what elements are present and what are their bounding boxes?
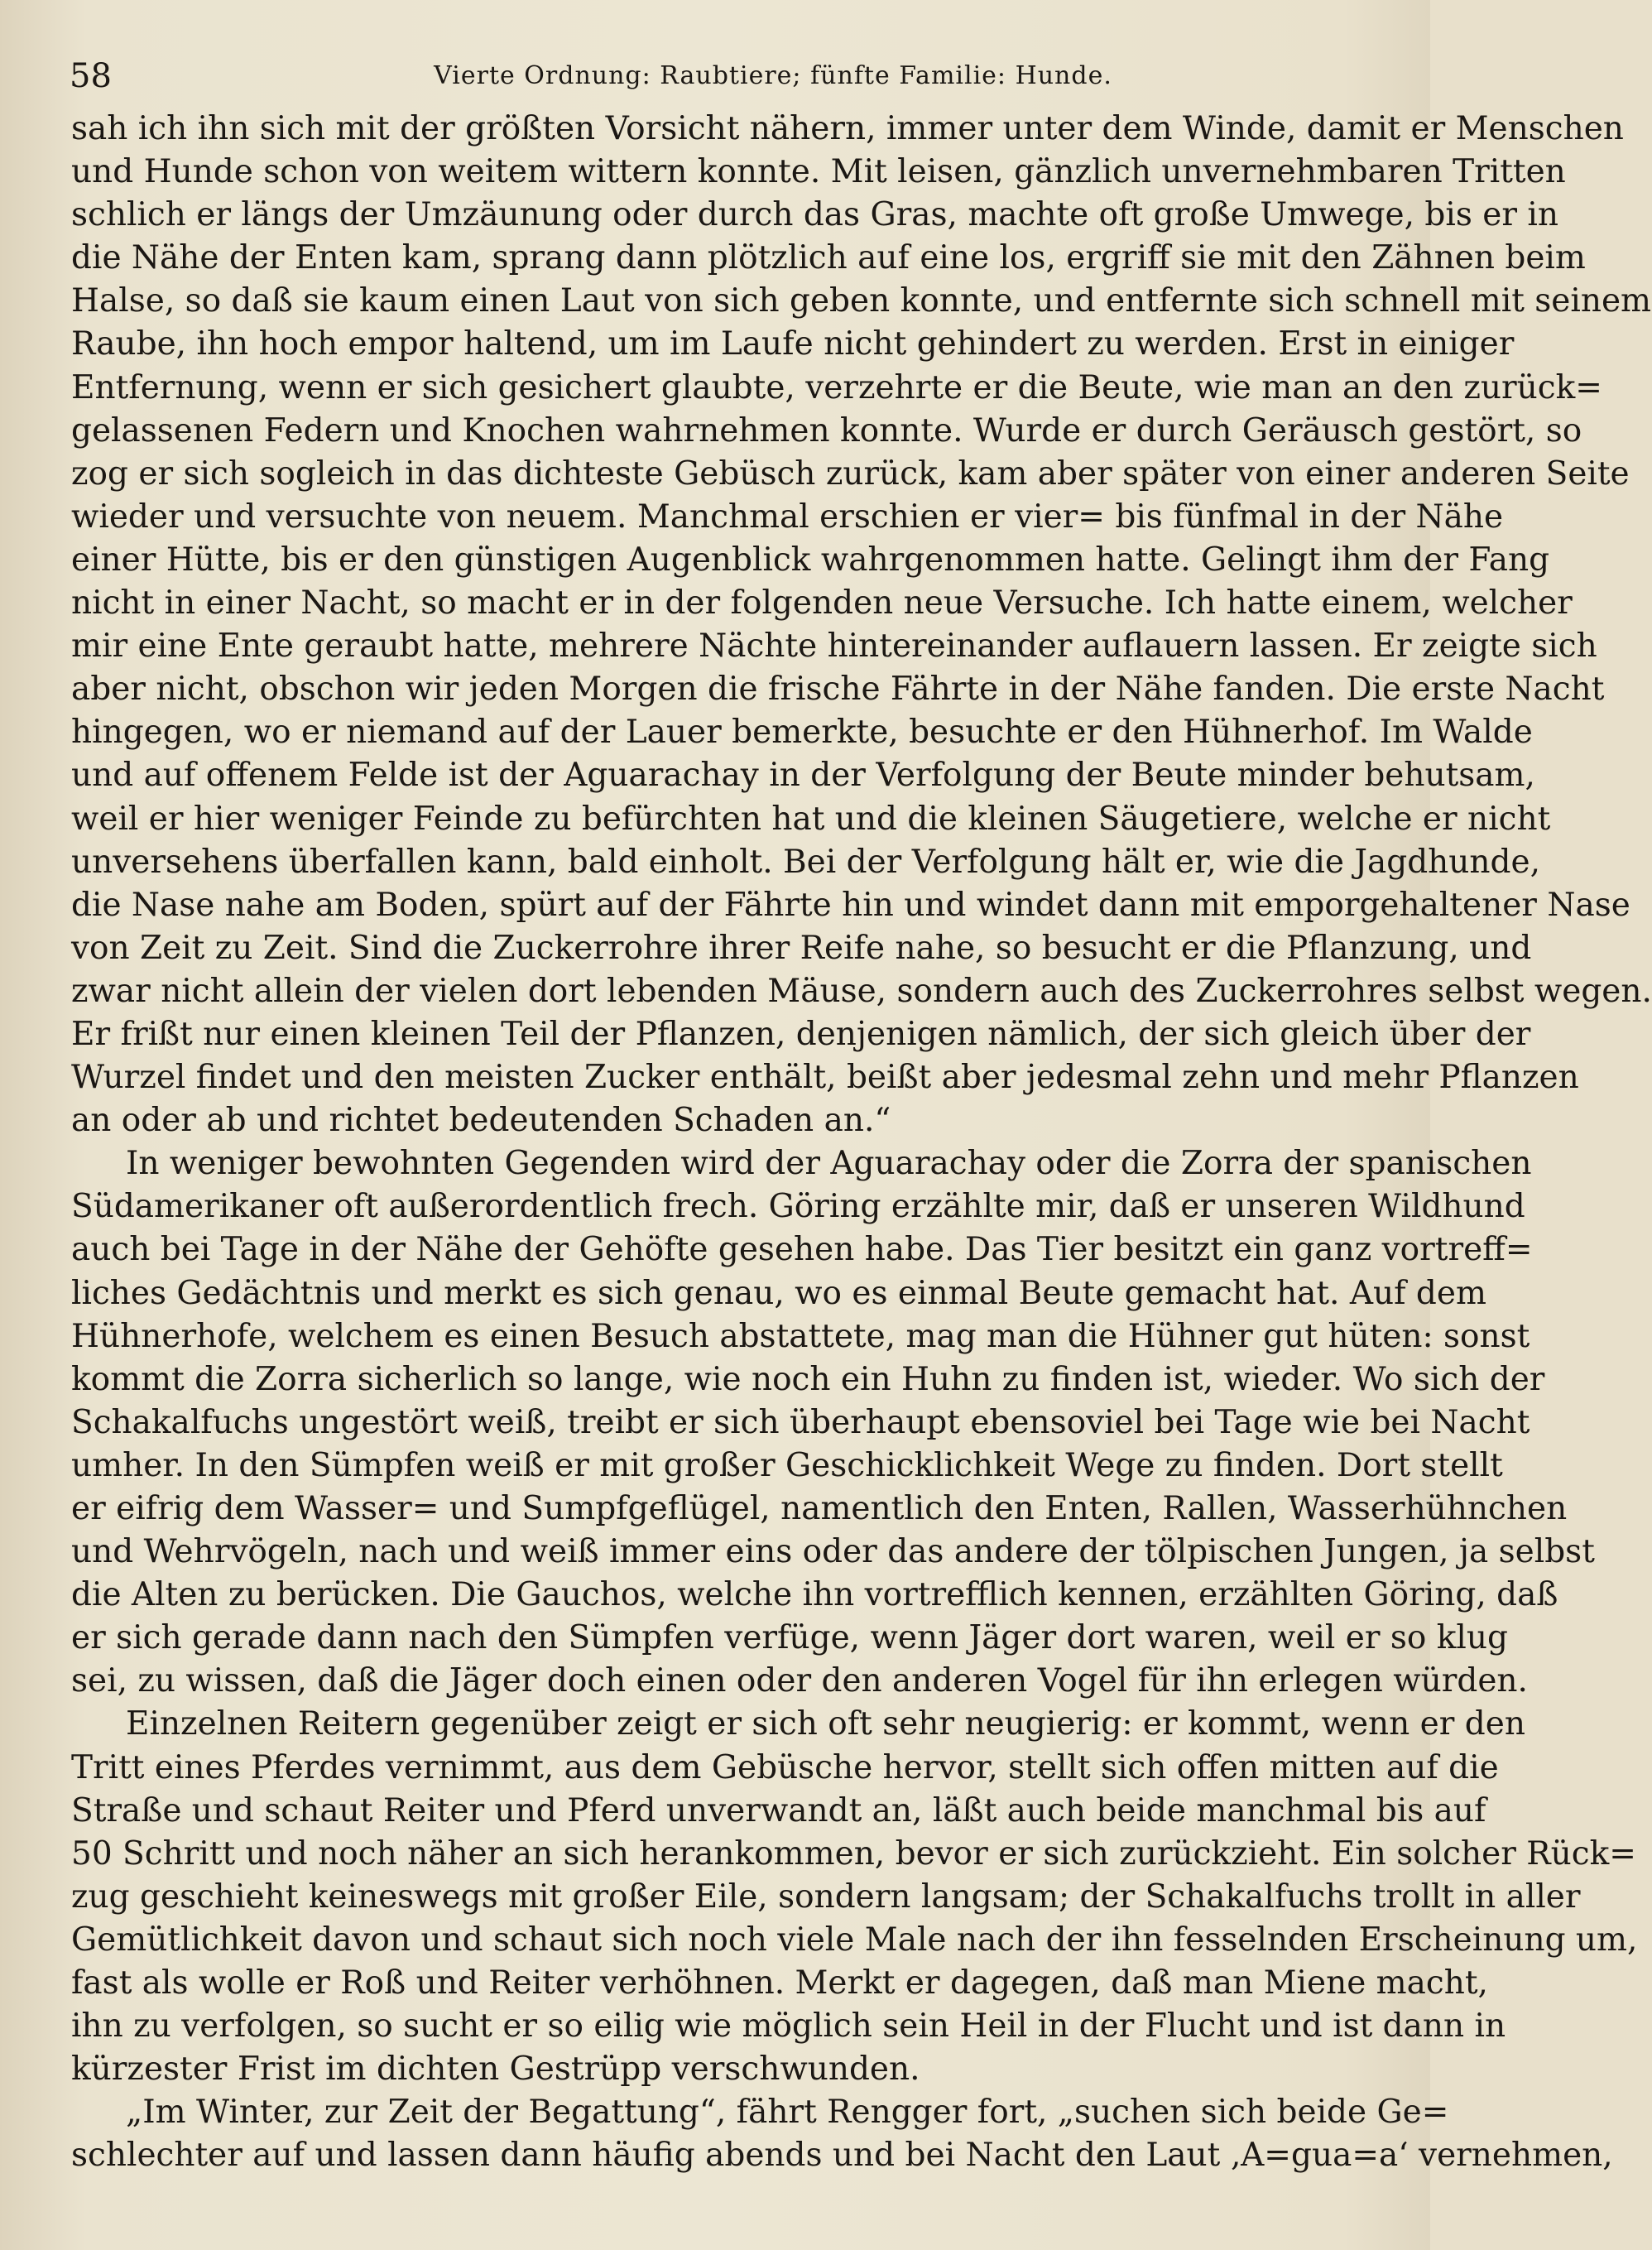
text-line: sah ich ihn sich mit der größten Vorsicht nähern, immer unter dem Winde, damit er Menschen	[71, 110, 1624, 147]
text-line: Südamerikaner oft außerordentlich frech. Göring erzählte mir, daß er unseren Wildhund	[71, 1188, 1525, 1226]
text-line: auch bei Tage in der Nähe der Gehöfte gesehen habe. Das Tier besitzt ein ganz vortreff=	[71, 1231, 1533, 1269]
text-line: Schakalfuchs ungestört weiß, treibt er sich überhaupt ebensoviel bei Tage wie bei Nacht	[71, 1403, 1530, 1441]
text-line: und auf offenem Felde ist der Aguarachay in der Verfolgung der Beute minder behutsam,	[71, 757, 1535, 795]
text-line: und Wehrvögeln, nach und weiß immer eins oder das andere der tölpischen Jungen, ja selbst	[71, 1533, 1595, 1571]
text-line: Tritt eines Pferdes vernimmt, aus dem Gebüsche hervor, stellt sich offen mitten auf die	[71, 1748, 1499, 1786]
text-line: gelassenen Federn und Knochen wahrnehmen konnte. Wurde er durch Geräusch gestört, so	[71, 411, 1582, 450]
text-line: er sich gerade dann nach den Sümpfen verfüge, wenn Jäger dort waren, weil er so klug	[71, 1619, 1508, 1657]
text-line: zwar nicht allein der vielen dort lebenden Mäuse, sondern auch des Zuckerrohres selbst wegen.	[71, 972, 1652, 1010]
text-line: fast als wolle er Roß und Reiter verhöhnen. Merkt er dagegen, daß man Miene macht,	[71, 1964, 1488, 2002]
text-line: Gemütlichkeit davon und schaut sich noch viele Male nach der ihn fesselnden Erscheinung um,	[71, 1921, 1638, 1959]
text-line: hingegen, wo er niemand auf der Lauer bemerkte, besuchte er den Hühnerhof. Im Walde	[71, 714, 1533, 752]
body-text	[71, 108, 1652, 2178]
paragraph	[71, 2091, 1613, 2177]
text-line: Einzelnen Reitern gegenüber zeigt er sich oft sehr neugierig: er kommt, wenn er den	[126, 1705, 1525, 1743]
text-line: zug geschieht keineswegs mit großer Eile, sondern langsam; der Schakalfuchs trollt in aller	[71, 1877, 1581, 1916]
text-line: 50 Schritt und noch näher an sich herankommen, bevor er sich zurückzieht. Ein solcher Rück=	[71, 1834, 1636, 1873]
text-line: wieder und versuchte von neuem. Manchmal erschien er vier= bis fünfmal in der Nähe	[71, 498, 1504, 536]
paragraph	[71, 1142, 1595, 1703]
text-line: kürzester Frist im dichten Gestrüpp verschwunden.	[71, 2050, 920, 2089]
text-line: die Nähe der Enten kam, sprang dann plötzlich auf eine los, ergriff sie mit den Zähnen beim	[71, 239, 1586, 277]
text-line: und Hunde schon von weitem wittern konnte. Mit leisen, gänzlich unvernehmbaren Tritten	[71, 153, 1566, 191]
text-line: ihn zu verfolgen, so sucht er so eilig wie möglich sein Heil in der Flucht und ist dann in	[71, 2007, 1506, 2046]
text-line: „Im Winter, zur Zeit der Begattung“, fährt Rengger fort, „suchen sich beide Ge=	[126, 2094, 1449, 2132]
text-line: die Alten zu berücken. Die Gauchos, welche ihn vortrefflich kennen, erzählten Göring, daß	[71, 1576, 1558, 1614]
text-line: In weniger bewohnten Gegenden wird der Aguarachay oder die Zorra der spanischen	[126, 1145, 1532, 1183]
running-title: Vierte Ordnung: Raubtiere; fünfte Familie: Hunde.	[434, 61, 1112, 90]
text-line: einer Hütte, bis er den günstigen Augenblick wahrgenommen hatte. Gelingt ihm der Fang	[71, 541, 1550, 579]
page-number: 58	[70, 57, 112, 95]
text-line: umher. In den Sümpfen weiß er mit großer Geschicklichkeit Wege zu finden. Dort stellt	[71, 1446, 1503, 1484]
paragraph	[71, 108, 1652, 1142]
text-line: von Zeit zu Zeit. Sind die Zuckerrohre ihrer Reife nahe, so besucht er die Pflanzung, und	[71, 929, 1532, 967]
text-line: die Nase nahe am Boden, spürt auf der Fährte hin und windet dann mit emporgehaltener Nase	[71, 886, 1630, 924]
text-line: mir eine Ente geraubt hatte, mehrere Nächte hintereinander auflauern lassen. Er zeigte sich	[71, 627, 1597, 666]
text-line: Wurzel findet und den meisten Zucker enthält, beißt aber jedesmal zehn und mehr Pflanzen	[71, 1059, 1579, 1097]
text-line: weil er hier weniger Feinde zu befürchten hat und die kleinen Säugetiere, welche er nicht	[71, 800, 1551, 838]
text-line: Halse, so daß sie kaum einen Laut von sich geben konnte, und entfernte sich schnell mit seinem	[71, 282, 1652, 320]
text-line: kommt die Zorra sicherlich so lange, wie noch ein Huhn zu finden ist, wieder. Wo sich der	[71, 1360, 1545, 1398]
paragraph	[71, 1703, 1638, 2091]
text-line: Hühnerhofe, welchem es einen Besuch abstattete, mag man die Hühner gut hüten: sonst	[71, 1317, 1530, 1355]
text-line: Straße und schaut Reiter und Pferd unverwandt an, läßt auch beide manchmal bis auf	[71, 1791, 1486, 1829]
text-line: Raube, ihn hoch empor haltend, um im Laufe nicht gehindert zu werden. Erst in einiger	[71, 325, 1515, 363]
text-line: unversehens überfallen kann, bald einholt. Bei der Verfolgung hält er, wie die Jagdhunde,	[71, 843, 1540, 881]
text-line: sei, zu wissen, daß die Jäger doch einen oder den anderen Vogel für ihn erlegen würden.	[71, 1662, 1528, 1700]
text-line: zog er sich sogleich in das dichteste Gebüsch zurück, kam aber später von einer anderen Seite	[71, 454, 1630, 493]
text-line: an oder ab und richtet bedeutenden Schaden an.“	[71, 1102, 891, 1140]
text-line: nicht in einer Nacht, so macht er in der folgenden neue Versuche. Ich hatte einem, welcher	[71, 584, 1573, 623]
text-line: schlechter auf und lassen dann häufig abends und bei Nacht den Laut ‚A=gua=a‘ vernehmen,	[71, 2137, 1613, 2175]
text-line: aber nicht, obschon wir jeden Morgen die frische Fährte in der Nähe fanden. Die erste Nacht	[71, 671, 1605, 709]
page-header	[70, 51, 1361, 101]
text-line: Er frißt nur einen kleinen Teil der Pflanzen, denjenigen nämlich, der sich gleich über der	[71, 1015, 1531, 1053]
text-line: schlich er längs der Umzäunung oder durch das Gras, machte oft große Umwege, bis er in	[71, 196, 1558, 234]
text-line: liches Gedächtnis und merkt es sich genau, wo es einmal Beute gemacht hat. Auf dem	[71, 1274, 1486, 1312]
text-line: Entfernung, wenn er sich gesichert glaubte, verzehrte er die Beute, wie man an den zurück=	[71, 368, 1602, 406]
text-line: er eifrig dem Wasser= und Sumpfgeflügel, namentlich den Enten, Rallen, Wasserhühnchen	[71, 1490, 1568, 1527]
